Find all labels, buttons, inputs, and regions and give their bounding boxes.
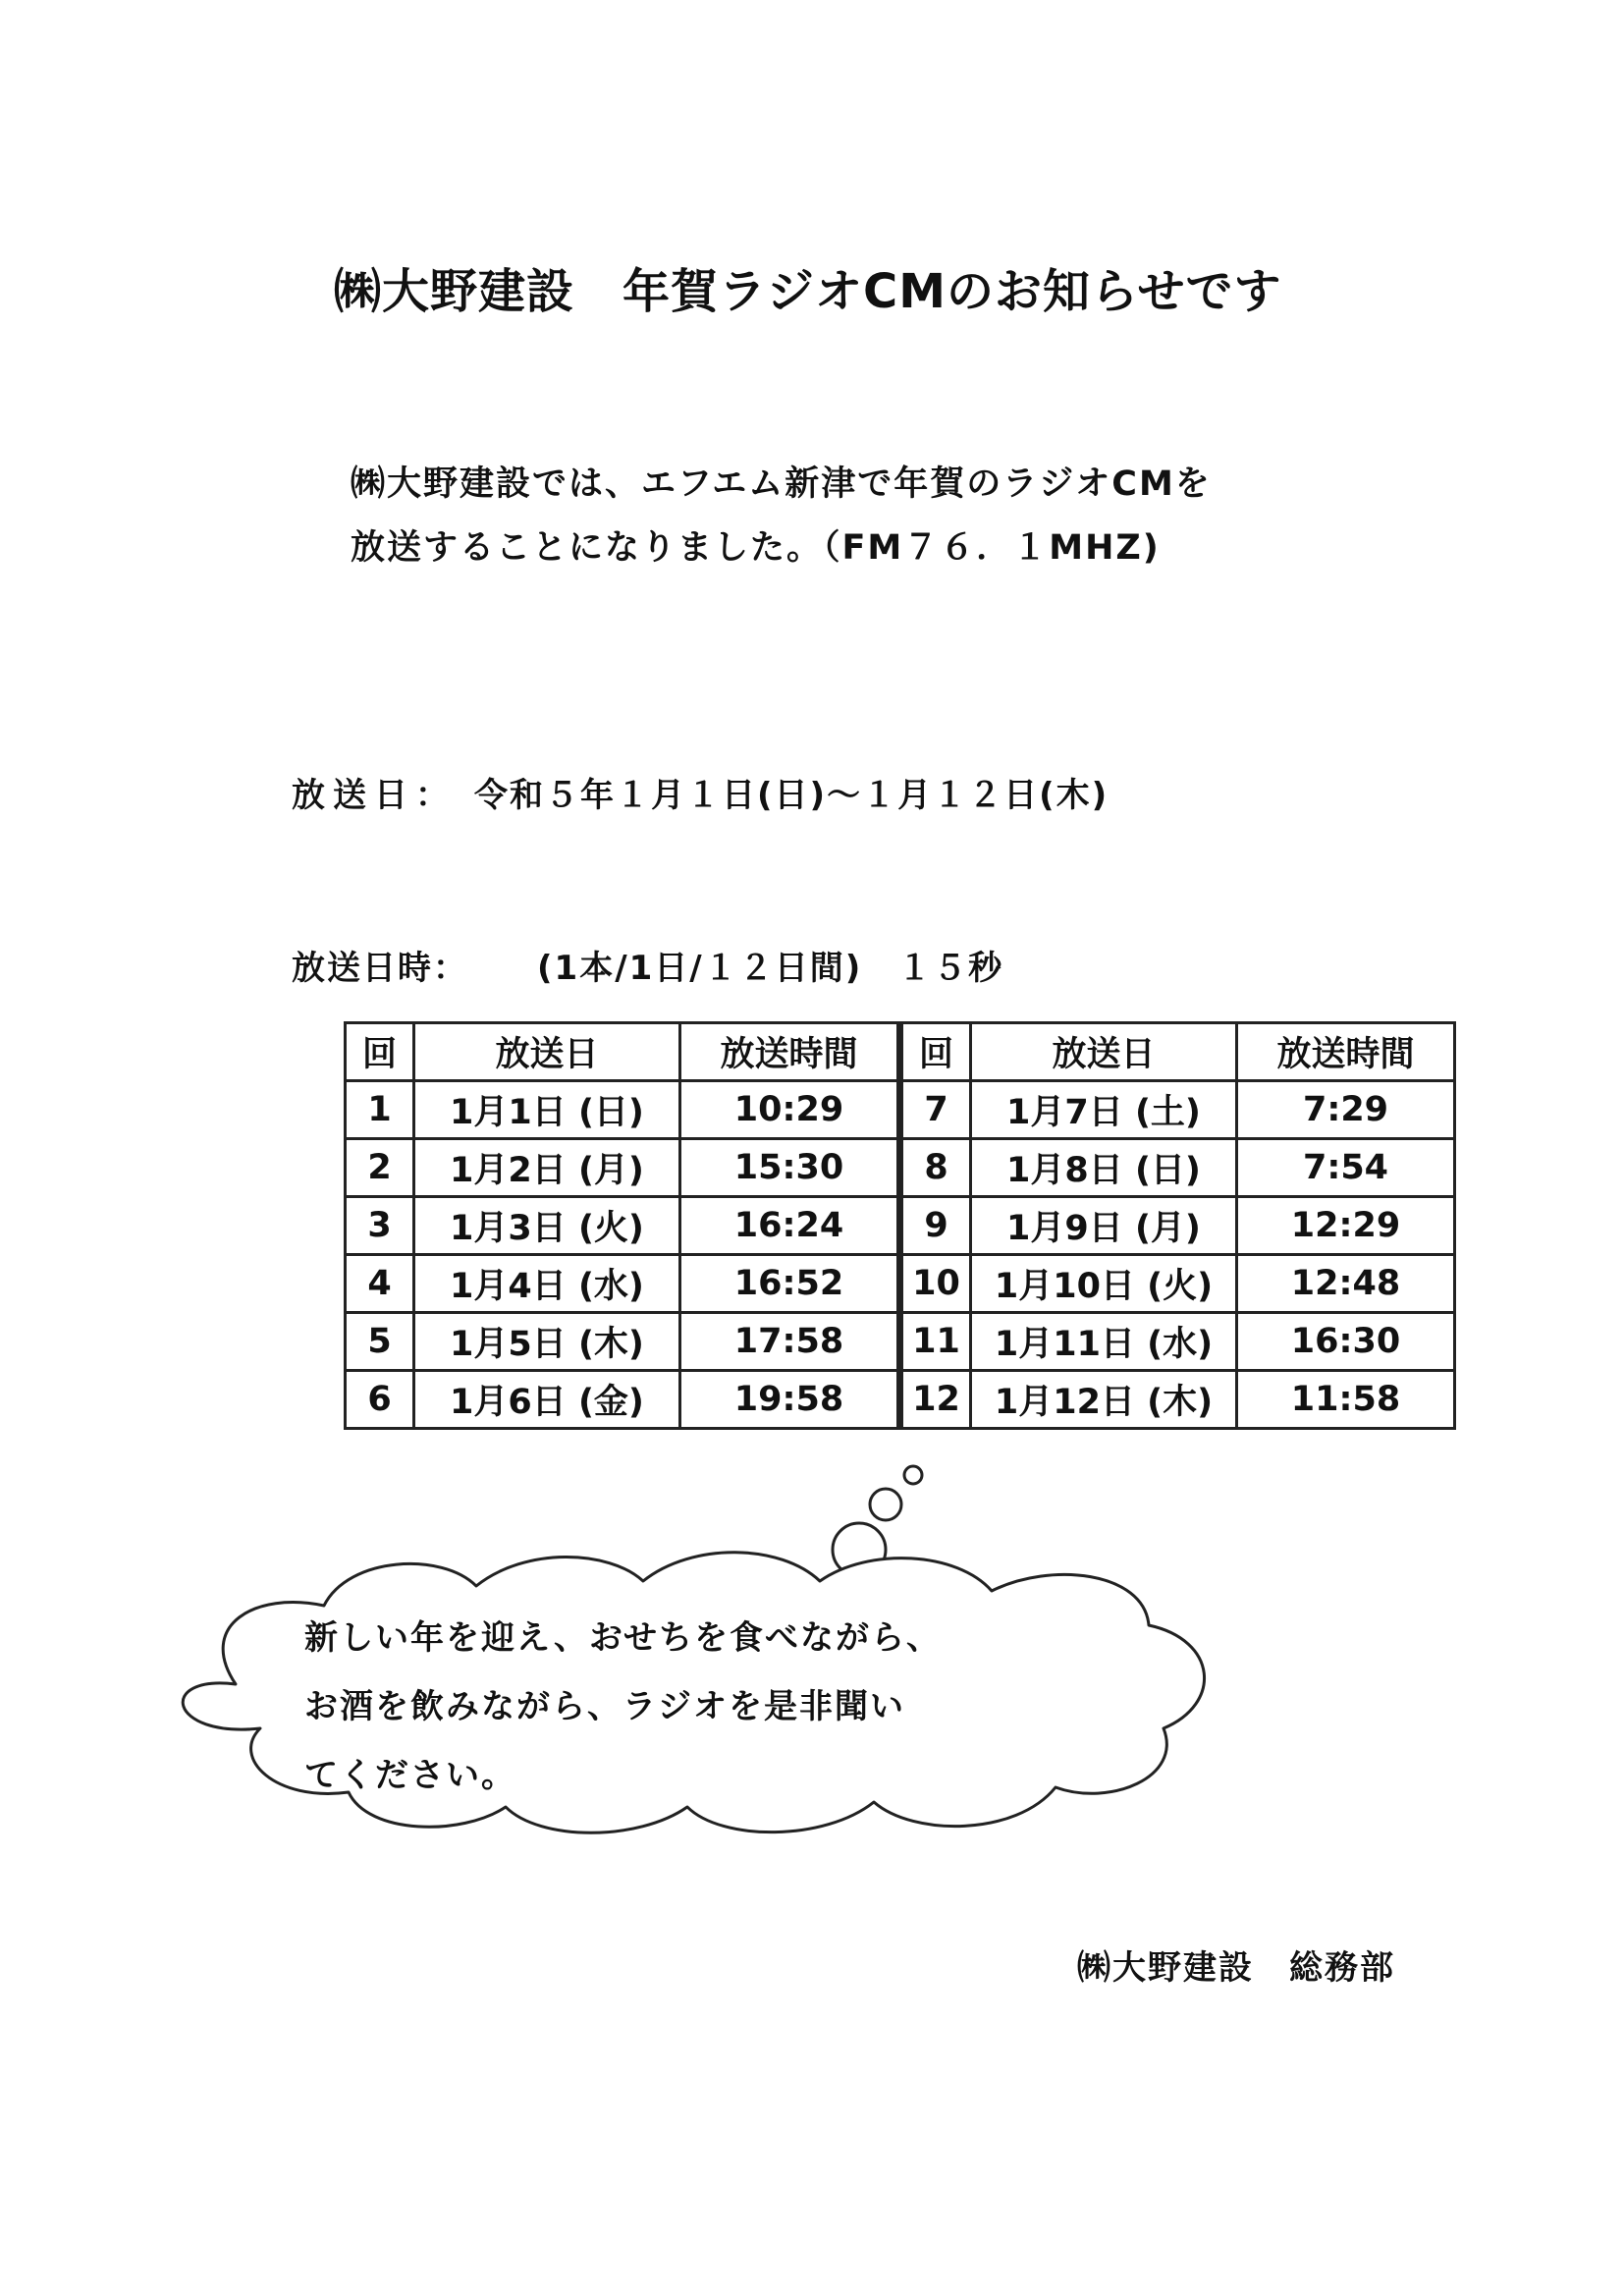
intro-line-1: ㈱大野建設では、エフエム新津で年賀のラジオCMを	[351, 465, 1212, 504]
cell-date: 1月7日 (土)	[971, 1081, 1237, 1139]
cell-time: 12:48	[1237, 1255, 1455, 1313]
schedule-table	[344, 1021, 1456, 1430]
cell-date: 1月1日 (日)	[414, 1081, 680, 1139]
cell-count: 3	[346, 1197, 414, 1255]
page-title: ㈱大野建設 年賀ラジオCMのお知らせです	[334, 264, 1282, 319]
table-row	[346, 1313, 1455, 1371]
cell-count: 4	[346, 1255, 414, 1313]
cell-time: 16:52	[680, 1255, 900, 1313]
header-time: 放送時間	[1237, 1023, 1455, 1081]
cell-time: 7:29	[1237, 1081, 1455, 1139]
broadcast-time-value: (1本/1日/１２日間) １５秒	[537, 949, 1004, 988]
broadcast-dates	[292, 768, 1109, 816]
header-date: 放送日	[414, 1023, 680, 1081]
broadcast-time	[292, 941, 1003, 989]
table-row	[346, 1255, 1455, 1313]
cell-date: 1月12日 (木)	[971, 1371, 1237, 1429]
cell-time: 16:30	[1237, 1313, 1455, 1371]
cell-count: 2	[346, 1139, 414, 1197]
cell-date: 1月8日 (日)	[971, 1139, 1237, 1197]
footer-signature: ㈱大野建設 総務部	[1077, 1948, 1395, 1988]
cell-date: 1月3日 (火)	[414, 1197, 680, 1255]
cell-count: 11	[900, 1313, 971, 1371]
thought-bubble-medium	[870, 1489, 901, 1520]
cell-time: 7:54	[1237, 1139, 1455, 1197]
cell-time: 11:58	[1237, 1371, 1455, 1429]
bubble-line-2: お酒を飲みながら、ラジオを是非聞い	[304, 1687, 905, 1726]
cell-count: 8	[900, 1139, 971, 1197]
cell-date: 1月5日 (木)	[414, 1313, 680, 1371]
broadcast-dates-label: 放送日：	[292, 776, 457, 815]
header-count: 回	[900, 1023, 971, 1081]
cell-date: 1月6日 (金)	[414, 1371, 680, 1429]
cell-count: 6	[346, 1371, 414, 1429]
header-date: 放送日	[971, 1023, 1237, 1081]
header-time: 放送時間	[680, 1023, 900, 1081]
cell-count: 12	[900, 1371, 971, 1429]
schedule-header-row	[346, 1023, 1455, 1081]
cell-time: 10:29	[680, 1081, 900, 1139]
cell-count: 10	[900, 1255, 971, 1313]
broadcast-time-label: 放送日時：	[292, 949, 468, 988]
cell-count: 7	[900, 1081, 971, 1139]
cell-count: 9	[900, 1197, 971, 1255]
cell-date: 1月4日 (水)	[414, 1255, 680, 1313]
thought-bubble-small	[904, 1466, 922, 1484]
cell-time: 17:58	[680, 1313, 900, 1371]
bubble-line-1: 新しい年を迎え、おせちを食べながら、	[304, 1618, 943, 1658]
cell-date: 1月11日 (水)	[971, 1313, 1237, 1371]
cell-time: 15:30	[680, 1139, 900, 1197]
cell-count: 5	[346, 1313, 414, 1371]
cell-time: 16:24	[680, 1197, 900, 1255]
cell-date: 1月10日 (火)	[971, 1255, 1237, 1313]
cell-date: 1月9日 (月)	[971, 1197, 1237, 1255]
thought-cloud	[137, 1424, 1247, 1915]
table-row	[346, 1371, 1455, 1429]
header-count: 回	[346, 1023, 414, 1081]
table-row	[346, 1081, 1455, 1139]
intro-line-2: 放送することになりました。（FM７６．１MHZ)	[351, 528, 1161, 568]
cell-date: 1月2日 (月)	[414, 1139, 680, 1197]
table-row	[346, 1139, 1455, 1197]
cell-count: 1	[346, 1081, 414, 1139]
cell-time: 12:29	[1237, 1197, 1455, 1255]
table-row	[346, 1197, 1455, 1255]
cell-time: 19:58	[680, 1371, 900, 1429]
broadcast-dates-value: 令和５年１月１日(日)～１月１２日(木)	[474, 776, 1110, 815]
bubble-line-3: てください。	[304, 1756, 516, 1795]
